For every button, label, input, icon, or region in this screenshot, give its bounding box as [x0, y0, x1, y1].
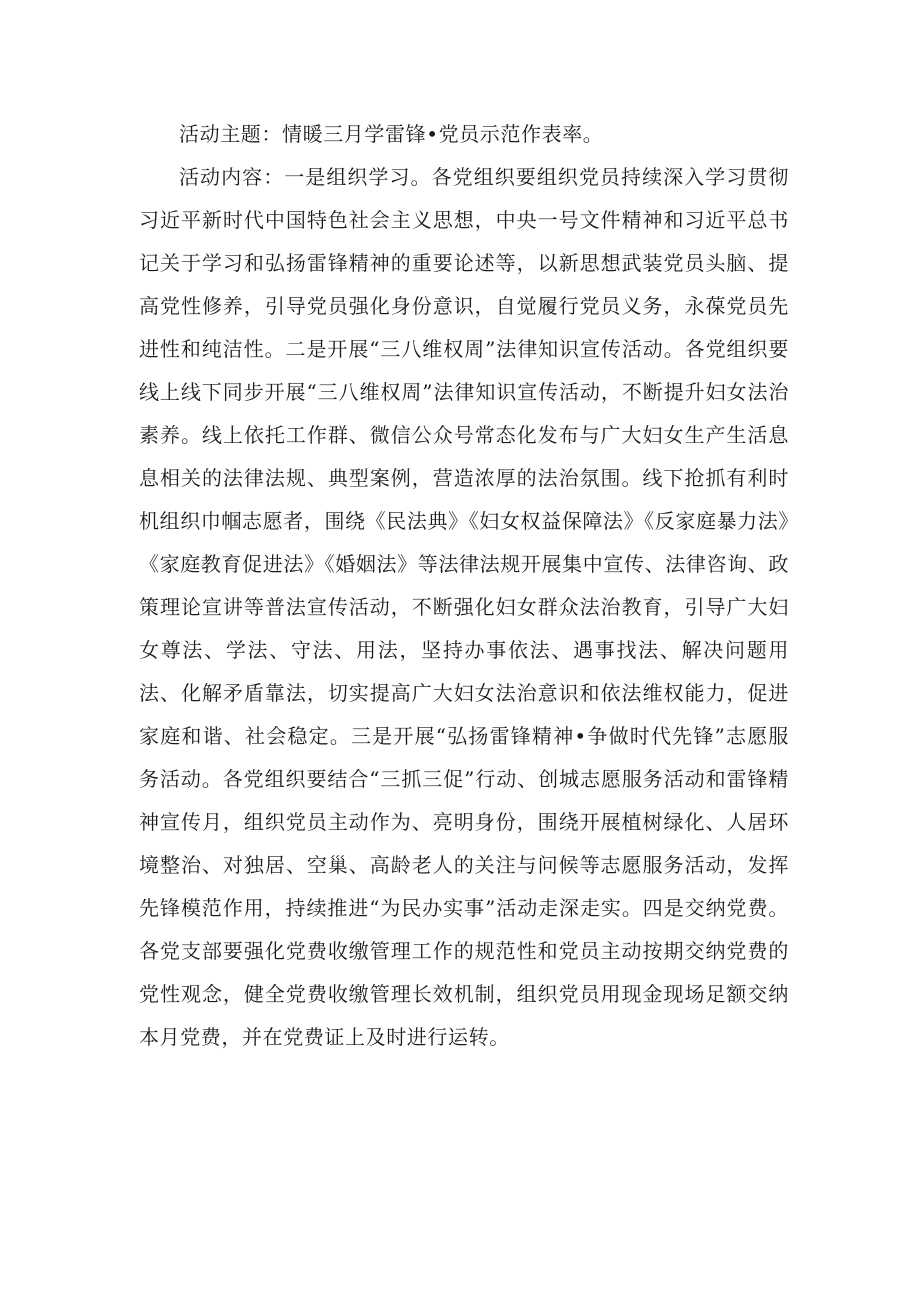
activity-content-paragraph: 活动内容：一是组织学习。各党组织要组织党员持续深入学习贯彻习近平新时代中国特色社会主义思想，中央一号文件精神和习近平总书记关于学习和弘扬雷锋精神的重要论述等，以新思想武装党员头脑、提高党性修养，引导党员强化身份意识，自觉履行党员义务，永葆党员先进性和纯洁性。二是开展“三八维权周”法律知识宣传活动。各党组织要线上线下同步开展“三八维权周”法律知识宣传活动，不断提升妇女法治素养。线上依托工作群、微信公众号常态化发布与广大妇女生产生活息息相关的法律法规、典型案例，营造浓厚的法治氛围。线下抢抓有利时机组织巾帼志愿者，围绕《民法典》《妇女权益保障法》《反家庭暴力法》《家庭教育促进法》《婚姻法》等法律法规开展集中宣传、法律咨询、政策理论宣讲等普法宣传活动，不断强化妇女群众法治教育，引导广大妇女尊法、学法、守法、用法，坚持办事依法、遇事找法、解决问题用法、化解矛盾靠法，切实提高广大妇女法治意识和依法维权能力，促进家庭和谐、社会稳定。三是开展“弘扬雷锋精神•争做时代先锋”志愿服务活动。各党组织要结合“三抓三促”行动、创城志愿服务活动和雷锋精神宣传月，组织党员主动作为、亮明身份，围绕开展植树绿化、人居环境整治、对独居、空巢、高龄老人的关注与问候等志愿服务活动，发挥先锋模范作用，持续推进“为民办实事”活动走深走实。四是交纳党费。各党支部要强化党费收缴管理工作的规范性和党员主动按期交纳党费的党性观念，健全党费收缴管理长效机制，组织党员用现金现场足额交纳本月党费，并在党费证上及时进行运转。: [139, 165, 789, 1049]
activity-theme-paragraph: 活动主题：情暖三月学雷锋•党员示范作表率。: [179, 122, 604, 146]
document-body: [139, 113, 789, 1059]
